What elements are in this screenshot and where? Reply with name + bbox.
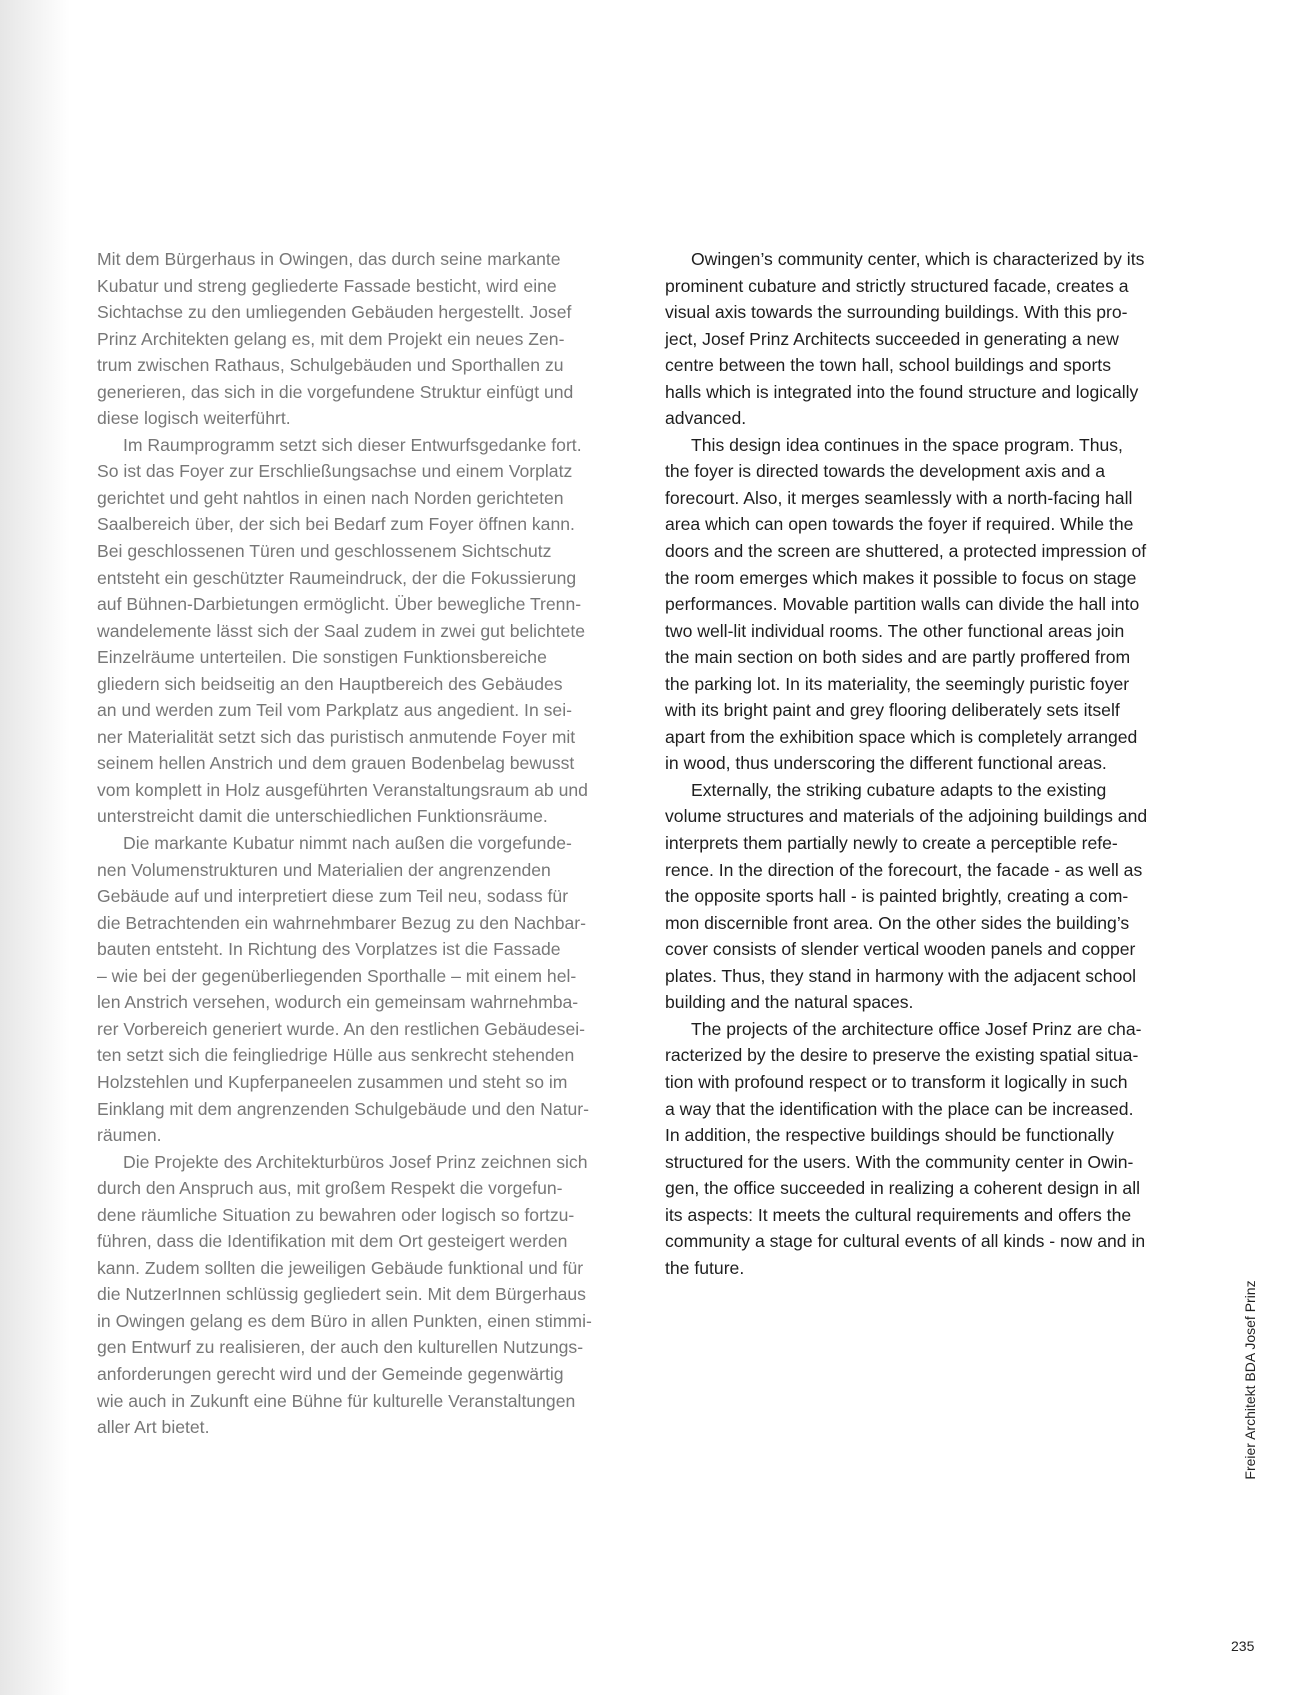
paragraph (665, 1016, 1210, 1281)
text-line: the foyer is directed towards the development axis and a (665, 461, 1106, 482)
text-line: forecourt. Also, it merges seamlessly with a north-facing hall (665, 487, 1133, 508)
text-line: die NutzerInnen schlüssig gegliedert sein. Mit dem Bürgerhaus (97, 1284, 586, 1305)
text-line: wie auch in Zukunft eine Bühne für kulturelle Veranstaltungen (97, 1390, 576, 1411)
text-line: Saalbereich über, der sich bei Bedarf zum Foyer öffnen kann. (97, 514, 575, 535)
text-line: anforderungen gerecht wird und der Gemeinde gegenwärtig (97, 1363, 564, 1384)
text-line: Einklang mit dem angrenzenden Schulgebäude und den Natur- (97, 1098, 589, 1119)
text-line: its aspects: It meets the cultural requirements and offers the (665, 1204, 1132, 1225)
text-line: räumen. (97, 1125, 162, 1146)
text-line: Gebäude auf und interpretiert diese zum Teil neu, sodass für (97, 886, 569, 907)
text-line: len Anstrich versehen, wodurch ein gemeinsam wahrnehmba- (97, 992, 579, 1013)
text-line: unterstreicht damit die unterschiedlichen Funktionsräume. (97, 806, 548, 827)
page-number: 235 (1231, 1638, 1255, 1654)
text-line: apart from the exhibition space which is completely arranged (665, 726, 1138, 747)
text-line: gen Entwurf zu realisieren, der auch den kulturellen Nutzungs- (97, 1337, 584, 1358)
text-line: diese logisch weiterführt. (97, 408, 291, 429)
text-line: the room emerges which makes it possible to focus on stage (665, 567, 1137, 588)
text-line: Die markante Kubatur nimmt nach außen die vorgefunde- (123, 833, 572, 854)
text-line: – wie bei der gegenüberliegenden Sporthalle – mit einem hel- (97, 965, 577, 986)
text-line: interprets them partially newly to create a perceptible refe- (665, 833, 1118, 854)
text-line: ject, Josef Prinz Architects succeeded in generating a new (665, 328, 1119, 349)
text-line: Sichtachse zu den umliegenden Gebäuden hergestellt. Josef (97, 302, 572, 323)
text-line: führen, dass die Identifikation mit dem Ort gesteigert werden (97, 1231, 568, 1252)
text-line: the future. (665, 1257, 745, 1278)
text-line: Externally, the striking cubature adapts to the existing (691, 779, 1107, 800)
text-line: The projects of the architecture office Josef Prinz are cha- (691, 1018, 1142, 1039)
text-line: dene räumliche Situation zu bewahren oder logisch so fortzu- (97, 1204, 575, 1225)
paragraph (97, 432, 642, 830)
text-line: Kubatur und streng gegliederte Fassade besticht, wird eine (97, 275, 557, 296)
text-line: area which can open towards the foyer if required. While the (665, 514, 1134, 535)
text-line: Im Raumprogramm setzt sich dieser Entwurfsgedanke fort. (123, 434, 582, 455)
text-line: performances. Movable partition walls can divide the hall into (665, 594, 1140, 615)
paragraph (665, 246, 1210, 432)
text-line: Holzstehlen und Kupferpaneelen zusammen und steht so im (97, 1071, 568, 1092)
text-line: entsteht ein geschützter Raumeindruck, der die Fokussierung (97, 567, 577, 588)
text-line: gen, the office succeeded in realizing a coherent design in all (665, 1178, 1141, 1199)
german-text-column (97, 246, 642, 1441)
text-line: Bei geschlossenen Türen und geschlossenem Sichtschutz (97, 541, 552, 562)
text-line: Owingen’s community center, which is characterized by its (691, 249, 1145, 269)
text-line: doors and the screen are shuttered, a protected impression of (665, 541, 1147, 562)
text-line: Einzelräume unterteilen. Die sonstigen Funktionsbereiche (97, 647, 547, 668)
text-line: ten setzt sich die feingliedrige Hülle aus senkrecht stehenden (97, 1045, 575, 1066)
text-line: two well-lit individual rooms. The other functional areas join (665, 620, 1125, 641)
text-line: seinem hellen Anstrich und dem grauen Bodenbelag bewusst (97, 753, 575, 774)
text-line: auf Bühnen-Darbietungen ermöglicht. Über bewegliche Trenn- (97, 594, 582, 615)
paragraph (665, 777, 1210, 1016)
text-line: in Owingen gelang es dem Büro in allen Punkten, einen stimmi- (97, 1310, 592, 1331)
text-line: the parking lot. In its materiality, the seemingly puristic foyer (665, 673, 1130, 694)
text-line: So ist das Foyer zur Erschließungsachse und einem Vorplatz (97, 461, 573, 482)
paragraph (97, 1149, 642, 1441)
text-line: aller Art bietet. (97, 1417, 210, 1438)
text-line: kann. Zudem sollten die jeweiligen Gebäude funktional und für (97, 1257, 584, 1278)
text-line: This design idea continues in the space program. Thus, (691, 434, 1123, 455)
text-line: rence. In the direction of the forecourt, the facade - as well as (665, 859, 1143, 880)
text-line: ner Materialität setzt sich das puristisch anmutende Foyer mit (97, 726, 576, 747)
text-line: vom komplett in Holz ausgeführten Veranstaltungsraum ab und (97, 779, 588, 800)
text-line: Mit dem Bürgerhaus in Owingen, das durch seine markante (97, 249, 561, 269)
text-line: die Betrachtenden ein wahrnehmbarer Bezug zu den Nachbar- (97, 912, 587, 933)
text-line: with its bright paint and grey flooring deliberately sets itself (665, 700, 1120, 721)
text-line: mon discernible front area. On the other sides the building’s (665, 912, 1130, 933)
paragraph (97, 246, 642, 432)
text-line: structured for the users. With the community center in Owin- (665, 1151, 1134, 1172)
text-line: visual axis towards the surrounding buildings. With this pro- (665, 302, 1128, 323)
text-line: Prinz Architekten gelang es, mit dem Projekt ein neues Zen- (97, 328, 565, 349)
text-line: in wood, thus underscoring the different functional areas. (665, 753, 1107, 774)
text-line: advanced. (665, 408, 747, 429)
text-line: the main section on both sides and are partly proffered from (665, 647, 1131, 668)
text-line: gliedern sich beidseitig an den Hauptbereich des Gebäudes (97, 673, 563, 694)
text-line: In addition, the respective buildings should be functionally (665, 1125, 1114, 1146)
text-line: tion with profound respect or to transform it logically in such (665, 1071, 1128, 1092)
paragraph (665, 432, 1210, 777)
text-line: a way that the identification with the place can be increased. (665, 1098, 1134, 1119)
text-line: Die Projekte des Architekturbüros Josef Prinz zeichnen sich (123, 1151, 588, 1172)
text-line: trum zwischen Rathaus, Schulgebäuden und Sporthallen zu (97, 355, 564, 376)
text-line: cover consists of slender vertical wooden panels and copper (665, 939, 1136, 960)
text-line: building and the natural spaces. (665, 992, 914, 1013)
text-line: plates. Thus, they stand in harmony with the adjacent school (665, 965, 1137, 986)
text-line: the opposite sports hall - is painted brightly, creating a com- (665, 886, 1129, 907)
text-line: volume structures and materials of the adjoining buildings and (665, 806, 1148, 827)
text-line: nen Volumenstrukturen und Materialien der angrenzenden (97, 859, 551, 880)
text-line: community a stage for cultural events of all kinds - now and in (665, 1231, 1146, 1252)
text-line: wandelemente lässt sich der Saal zudem in zwei gut belichtete (97, 620, 586, 641)
english-text-column (665, 246, 1210, 1281)
text-line: generieren, das sich in die vorgefundene Struktur einfügt und (97, 381, 574, 402)
text-line: bauten entsteht. In Richtung des Vorplatzes ist die Fassade (97, 939, 561, 960)
text-line: rer Vorbereich generiert wurde. An den restlichen Gebäudesei- (97, 1018, 586, 1039)
text-line: racterized by the desire to preserve the existing spatial situa- (665, 1045, 1139, 1066)
text-line: halls which is integrated into the found structure and logically (665, 381, 1139, 402)
text-line: durch den Anspruch aus, mit großem Respekt die vorgefun- (97, 1178, 563, 1199)
text-line: gerichtet und geht nahtlos in einen nach Norden gerichteten (97, 487, 564, 508)
page-edge-shadow (0, 0, 70, 1695)
text-line: prominent cubature and strictly structured facade, creates a (665, 275, 1129, 296)
sidebar-caption: Freier Architekt BDA Josef Prinz (1242, 1280, 1258, 1480)
paragraph (97, 830, 642, 1149)
text-line: centre between the town hall, school buildings and sports (665, 355, 1111, 376)
text-line: an und werden zum Teil vom Parkplatz aus angedient. In sei- (97, 700, 572, 721)
